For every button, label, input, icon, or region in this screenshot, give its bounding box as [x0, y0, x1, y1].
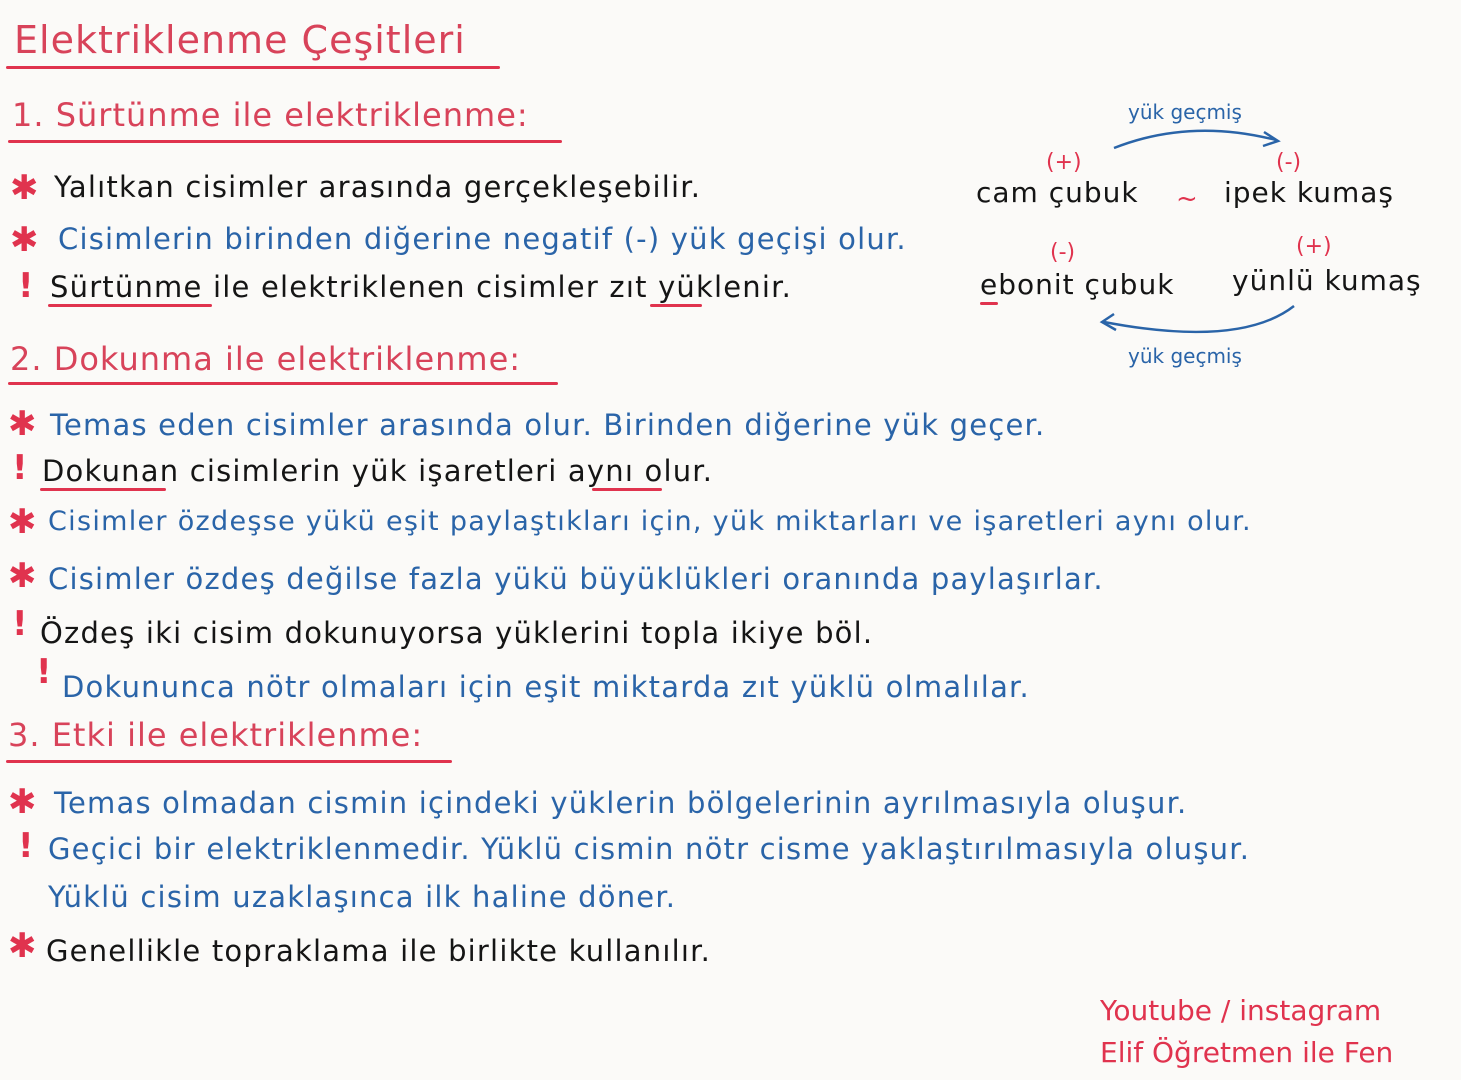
underline-dokunan: [40, 488, 166, 491]
s1-line-3: [50, 270, 792, 304]
section-1-heading: 1. Sürtünme ile elektriklenme:: [12, 96, 529, 134]
wool-cloth-label: yünlü kumaş: [1232, 264, 1422, 297]
underline-ebonite-e: [980, 302, 998, 305]
section-1-underline: [8, 140, 562, 143]
star-bullet: ✱: [8, 556, 37, 596]
star-bullet: ✱: [8, 926, 37, 966]
s2-line-3: Cisimler özdeşse yükü eşit paylaştıkları için, yük miktarları ve işaretleri aynı olur.: [48, 506, 1252, 537]
s2-line-2-word-dokunan: Dokunan: [42, 454, 180, 488]
bottom-arrow-icon: [1090, 300, 1310, 350]
rub-icon: ~: [1176, 184, 1198, 214]
star-bullet: ✱: [8, 502, 37, 542]
section-3-underline: [6, 760, 452, 763]
s1-line-3-word-surtunme: Sürtünme: [50, 270, 203, 304]
s3-line-2: Geçici bir elektriklenmedir. Yüklü cismin nötr cisme yaklaştırılmasıyla oluşur.: [48, 832, 1251, 866]
exclamation-bullet: !: [18, 266, 34, 306]
s2-line-2-text: cisimlerin yük işaretleri: [179, 454, 568, 488]
star-bullet: ✱: [8, 782, 37, 822]
s2-line-2-end: olur.: [634, 454, 714, 488]
s3-line-1: Temas olmadan cismin içindeki yüklerin bölgelerinin ayrılmasıyla oluşur.: [54, 786, 1188, 820]
silk-cloth-sign: (-): [1276, 150, 1302, 175]
star-bullet: ✱: [10, 168, 39, 208]
s1-line-3-end: yüklenir.: [647, 270, 793, 304]
bottom-arrow-label: yük geçmiş: [1128, 344, 1242, 368]
s1-line-2: Cisimlerin birinden diğerine negatif (-) yük geçişi olur.: [58, 222, 907, 256]
glass-rod-label: cam çubuk: [976, 176, 1139, 209]
s2-line-4: Cisimler özdeş değilse fazla yükü büyüklükleri oranında paylaşırlar.: [48, 562, 1104, 596]
ebonite-rod-sign: (-): [1050, 240, 1076, 265]
ebonite-rod-label: ebonit çubuk: [980, 268, 1175, 301]
signature-line-1: Youtube / instagram: [1100, 994, 1382, 1027]
silk-cloth-label: ipek kumaş: [1224, 176, 1395, 209]
top-arrow-icon: [1100, 118, 1290, 158]
exclamation-bullet: !: [18, 826, 34, 866]
underline-zit: [650, 304, 702, 307]
s2-line-2: [42, 454, 713, 488]
s1-line-3-text: ile elektriklenen cisimler: [202, 270, 610, 304]
section-2-heading: 2. Dokunma ile elektriklenme:: [10, 340, 522, 378]
page-title: Elektriklenme Çeşitleri: [14, 18, 466, 62]
signature-line-2: Elif Öğretmen ile Fen: [1100, 1036, 1394, 1069]
s2-line-1: Temas eden cisimler arasında olur. Birinden diğerine yük geçer.: [50, 408, 1046, 442]
title-underline: [6, 66, 500, 69]
underline-surtunme: [48, 304, 212, 307]
s2-line-5: Özdeş iki cisim dokunuyorsa yüklerini topla ikiye böl.: [40, 616, 874, 650]
exclamation-bullet: !: [12, 448, 28, 488]
s2-line-2-word-ayni: aynı: [567, 454, 635, 488]
wool-cloth-sign: (+): [1296, 234, 1332, 259]
exclamation-bullet: !: [36, 652, 52, 692]
s3-line-3: Yüklü cisim uzaklaşınca ilk haline döner.: [48, 880, 677, 914]
s1-line-1: Yalıtkan cisimler arasında gerçekleşebilir.: [54, 170, 702, 204]
top-arrow-label: yük geçmiş: [1128, 100, 1242, 124]
underline-ayni: [592, 488, 662, 491]
s2-line-6: Dokununca nötr olmaları için eşit miktarda zıt yüklü olmalılar.: [62, 670, 1030, 704]
s1-line-3-word-zit: zıt: [609, 270, 648, 304]
glass-rod-sign: (+): [1046, 150, 1082, 175]
exclamation-bullet: !: [12, 604, 28, 644]
section-3-heading: 3. Etki ile elektriklenme:: [8, 716, 424, 754]
star-bullet: ✱: [8, 404, 37, 444]
section-2-underline: [8, 382, 558, 385]
star-bullet: ✱: [10, 220, 39, 260]
s3-line-4: Genellikle topraklama ile birlikte kullanılır.: [46, 934, 711, 968]
